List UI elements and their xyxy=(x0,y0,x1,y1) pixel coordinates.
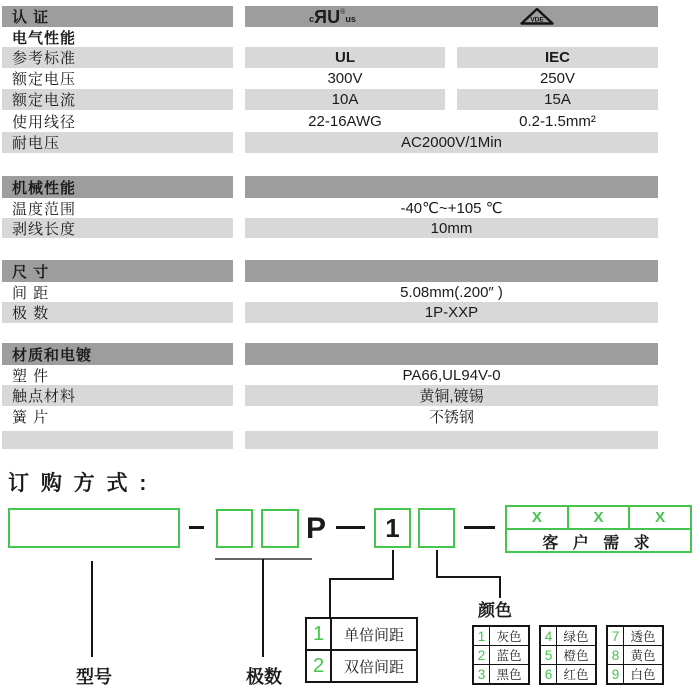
color-option-row xyxy=(608,627,662,645)
color-table xyxy=(539,625,597,685)
color-option-row xyxy=(541,645,595,664)
spec-row xyxy=(0,89,660,110)
spec-value-iec: 250V xyxy=(539,70,576,87)
customer-requirement-caption: 客 户 需 求 xyxy=(542,534,655,552)
color-option-name: 绿色 xyxy=(563,630,589,644)
spec-value-ul: 22-16AWG xyxy=(308,112,382,130)
spec-row xyxy=(0,68,660,89)
spec-value-merged: -40℃~+105 ℃ xyxy=(400,200,503,217)
ordering-heading: 订 购 方 式 : xyxy=(8,472,150,495)
spec-value-ul: 300V xyxy=(327,70,363,87)
spec-row-label: 触点材料 xyxy=(2,385,233,406)
pitch-option-row xyxy=(307,619,416,649)
registered-mark: ® xyxy=(340,9,346,16)
color-option-code: 1 xyxy=(474,627,490,645)
spec-value-merged: PA66,UL94V-0 xyxy=(402,366,501,384)
spec-row xyxy=(0,282,660,302)
color-option-name: 透色 xyxy=(630,630,656,644)
color-option-name: 蓝色 xyxy=(496,649,522,663)
pitch-option-table xyxy=(305,617,418,683)
spec-row-label xyxy=(2,431,233,449)
color-option-row xyxy=(474,664,528,683)
spec-row xyxy=(0,431,660,449)
spec-section-title-row xyxy=(0,260,660,282)
spec-row xyxy=(0,198,660,218)
pole-suffix-letter: P xyxy=(305,512,326,545)
color-option-row xyxy=(541,627,595,645)
spec-value-merged: AC2000V/1Min xyxy=(245,132,658,153)
spec-row xyxy=(0,218,660,238)
spec-row xyxy=(0,47,660,68)
model-label: 型号 xyxy=(76,667,112,687)
spec-value-merged: 不锈钢 xyxy=(428,409,474,426)
spec-row xyxy=(0,365,660,385)
pitch-option-name: 双倍间距 xyxy=(343,658,404,676)
color-option-row xyxy=(474,645,528,664)
color-option-code: 3 xyxy=(474,665,490,683)
spec-value-merged: 10mm xyxy=(245,218,658,238)
spec-row xyxy=(0,385,660,406)
color-option-code: 7 xyxy=(608,627,624,645)
spec-row xyxy=(0,132,660,153)
color-option-code: 9 xyxy=(608,665,624,683)
x-cell: X xyxy=(507,507,569,528)
section-title: 材质和电镀 xyxy=(2,343,233,365)
spec-value-ul: UL xyxy=(245,47,445,68)
color-option-name: 白色 xyxy=(630,668,656,682)
color-option-code: 8 xyxy=(608,646,624,664)
poles-label: 极数 xyxy=(246,667,282,687)
pitch-option-code: 1 xyxy=(307,619,332,649)
color-code-tables xyxy=(472,625,664,685)
color-option-row xyxy=(474,627,528,645)
section-title: 电气性能 xyxy=(12,29,77,47)
x-cell: X xyxy=(655,509,666,526)
spec-value-iec: 0.2-1.5mm² xyxy=(519,112,596,130)
certification-label: 认 证 xyxy=(2,6,233,27)
color-option-name: 灰色 xyxy=(496,630,522,644)
color-option-row xyxy=(608,664,662,683)
spec-row xyxy=(0,302,660,323)
pitch-code-digit: 1 xyxy=(385,512,400,543)
color-heading: 颜色 xyxy=(478,601,512,620)
pitch-option-name: 单倍间距 xyxy=(343,626,404,644)
ul-u-text: U xyxy=(327,6,341,27)
color-option-code: 4 xyxy=(541,627,557,645)
color-option-name: 黑色 xyxy=(496,668,522,682)
spec-section-title-row xyxy=(0,343,660,365)
spec-row-label: 温度范围 xyxy=(12,200,77,218)
spec-value-ul: 10A xyxy=(245,89,445,110)
section-title-band xyxy=(245,343,658,365)
spec-section-title-row xyxy=(0,27,660,47)
ul-reversed-r: R xyxy=(314,6,328,27)
spec-row-label: 额定电流 xyxy=(2,89,233,110)
spec-value-merged: 5.08mm(.200″ ) xyxy=(400,283,503,301)
vde-triangle-icon xyxy=(457,6,617,27)
spec-section-title-row xyxy=(0,176,660,198)
spec-row-label: 簧 片 xyxy=(12,409,50,426)
color-option-name: 橙色 xyxy=(563,649,589,663)
spec-value-iec: 15A xyxy=(457,89,658,110)
color-option-code: 2 xyxy=(474,646,490,664)
spec-row-certification xyxy=(0,6,660,27)
spec-row-label: 剥线长度 xyxy=(2,218,233,238)
spec-value-merged: 1P-XXP xyxy=(245,302,658,323)
color-option-row xyxy=(608,645,662,664)
ul-recognized-icon xyxy=(245,6,420,27)
color-option-name: 黄色 xyxy=(630,649,656,663)
color-table xyxy=(472,625,530,685)
pitch-option-code: 2 xyxy=(307,651,332,681)
color-option-code: 6 xyxy=(541,665,557,683)
section-title: 机械性能 xyxy=(2,176,233,198)
color-option-row xyxy=(541,664,595,683)
spec-row-label: 间 距 xyxy=(12,284,50,302)
spec-row xyxy=(0,110,660,132)
spec-row-label: 塑 件 xyxy=(12,367,50,385)
vde-text: VDE xyxy=(530,16,544,23)
spec-row-label: 额定电压 xyxy=(12,71,77,88)
spec-row-label: 使用线径 xyxy=(12,113,77,131)
section-title-band xyxy=(245,176,658,198)
spec-row-label: 参考标准 xyxy=(2,47,233,68)
spec-value-iec: IEC xyxy=(457,47,658,68)
color-option-name: 红色 xyxy=(563,668,589,682)
spec-row xyxy=(0,406,660,427)
spec-value-merged: 黄铜,镀锡 xyxy=(245,385,658,406)
spec-row-label: 极 数 xyxy=(2,302,233,323)
color-table xyxy=(606,625,664,685)
ul-c-text: c xyxy=(309,14,315,24)
x-cell: X xyxy=(569,507,631,528)
spec-value-merged xyxy=(245,431,658,449)
pitch-option-row xyxy=(307,649,416,681)
section-title-band xyxy=(245,260,658,282)
certification-logos xyxy=(245,6,658,27)
color-option-code: 5 xyxy=(541,646,557,664)
section-title: 尺 寸 xyxy=(2,260,233,282)
spec-row-label: 耐电压 xyxy=(2,132,233,153)
ul-us-text: us xyxy=(345,14,356,24)
